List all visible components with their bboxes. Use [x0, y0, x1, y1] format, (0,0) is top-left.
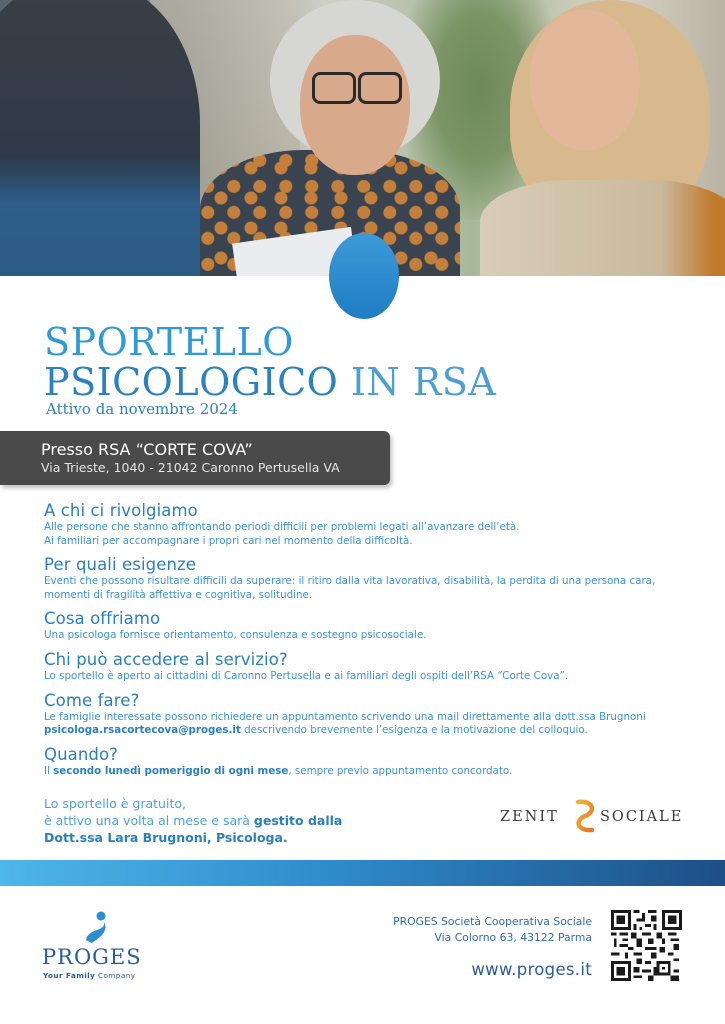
section-text: Le famiglie interessate possono richiedere un appuntamento scrivendo una mail direttamente alla dott.ssa Brugnoni	[44, 710, 646, 723]
zenit-logo-word-1: ZENIT	[500, 809, 559, 825]
footer-gradient-strip	[0, 860, 725, 886]
section-heading: Per quali esigenze	[44, 555, 197, 575]
company-address: Via Colorno 63, 43122 Parma	[434, 930, 592, 944]
title-line-1: SPORTELLO	[44, 320, 294, 364]
zenit-logo-word-2: SOCIALE	[600, 809, 684, 825]
section-needs	[44, 554, 694, 602]
when-suffix: , sempre previo appuntamento concordato.	[288, 764, 513, 777]
proges-tag-bold: Your Family	[43, 971, 96, 980]
section-text: Eventi che possono risultare difficili da superare: il ritiro dalla vita lavorativa, disabilità, la perdita di una persona cara,	[44, 575, 656, 588]
section-text-rest: descrivendo brevemente l’esigenza e la motivazione del colloquio.	[240, 724, 588, 737]
section-text: Lo sportello è aperto ai cittadini di Caronno Pertusella e ai familiari degli ospiti dell’RSA “Corte Cova”.	[44, 669, 569, 682]
section-heading: Quando?	[44, 744, 119, 764]
proges-tag-rest: Company	[95, 971, 136, 980]
section-text	[44, 724, 694, 738]
note-line-2	[44, 812, 342, 829]
photo-person-left	[0, 0, 200, 276]
section-text: Una psicologa fornisce orientamento, consulenza e sostegno psicosociale.	[44, 629, 427, 642]
decorative-blue-drop	[329, 233, 399, 319]
photo-person-right-face	[530, 10, 640, 150]
when-prefix: Il	[44, 764, 54, 777]
section-when	[44, 744, 694, 779]
info-sections	[44, 500, 694, 784]
qr-code	[611, 910, 682, 981]
company-info	[393, 914, 592, 945]
note-line-2-bold: gestito dalla	[253, 813, 343, 828]
website-link[interactable]: www.proges.it	[471, 960, 592, 979]
note-line-3-bold: Dott.ssa Lara Brugnoni, Psicologa.	[44, 830, 288, 845]
section-heading: Chi può accedere al servizio?	[44, 649, 288, 669]
contact-email-link[interactable]: psicologa.rsacortecova@proges.it	[44, 724, 241, 737]
proges-logo-tagline	[43, 971, 135, 980]
section-offer	[44, 608, 694, 643]
service-note	[44, 795, 342, 846]
title-strong: PSICOLOGICO	[44, 360, 339, 404]
zenit-swirl-icon	[572, 798, 598, 834]
company-name: PROGES Società Cooperativa Sociale	[393, 915, 592, 928]
note-line-3	[44, 829, 342, 846]
title-light: IN RSA	[338, 360, 497, 404]
location-box	[0, 431, 390, 485]
note-line-1: Lo sportello è gratuito,	[44, 796, 186, 811]
location-address: Via Trieste, 1040 - 21042 Caronno Pertusella VA	[41, 460, 340, 475]
proges-mark-icon	[82, 910, 112, 946]
section-heading: A chi ci rivolgiamo	[44, 501, 198, 520]
section-text: momenti di fragilità affettiva e cognitiva, solitudine.	[44, 588, 313, 601]
title-line-2	[44, 360, 496, 404]
section-access	[44, 649, 694, 684]
note-line-2-plain: è attivo una volta al mese e sarà	[44, 813, 254, 828]
section-text: Alle persone che stanno affrontando periodi difficili per problemi legati all’avanzare dell’età.	[44, 521, 520, 533]
section-heading: Come fare?	[44, 690, 140, 710]
subtitle: Attivo da novembre 2024	[46, 400, 238, 418]
section-text: Ai familiari per accompagnare i propri cari nel momento della difficoltà.	[44, 534, 413, 547]
section-how	[44, 690, 694, 738]
section-who	[44, 500, 694, 548]
when-bold: secondo lunedì pomeriggio di ogni mese	[53, 764, 289, 777]
zenit-sociale-logo	[500, 798, 685, 838]
photo-person-center-face	[300, 35, 410, 175]
section-text	[44, 765, 694, 779]
proges-logo	[42, 910, 152, 982]
location-place: Presso RSA “CORTE COVA”	[41, 440, 253, 459]
section-heading: Cosa offriamo	[44, 609, 161, 629]
photo-person-right-body	[480, 180, 725, 276]
photo-glasses	[312, 72, 402, 100]
proges-logo-name: PROGES	[42, 945, 142, 969]
